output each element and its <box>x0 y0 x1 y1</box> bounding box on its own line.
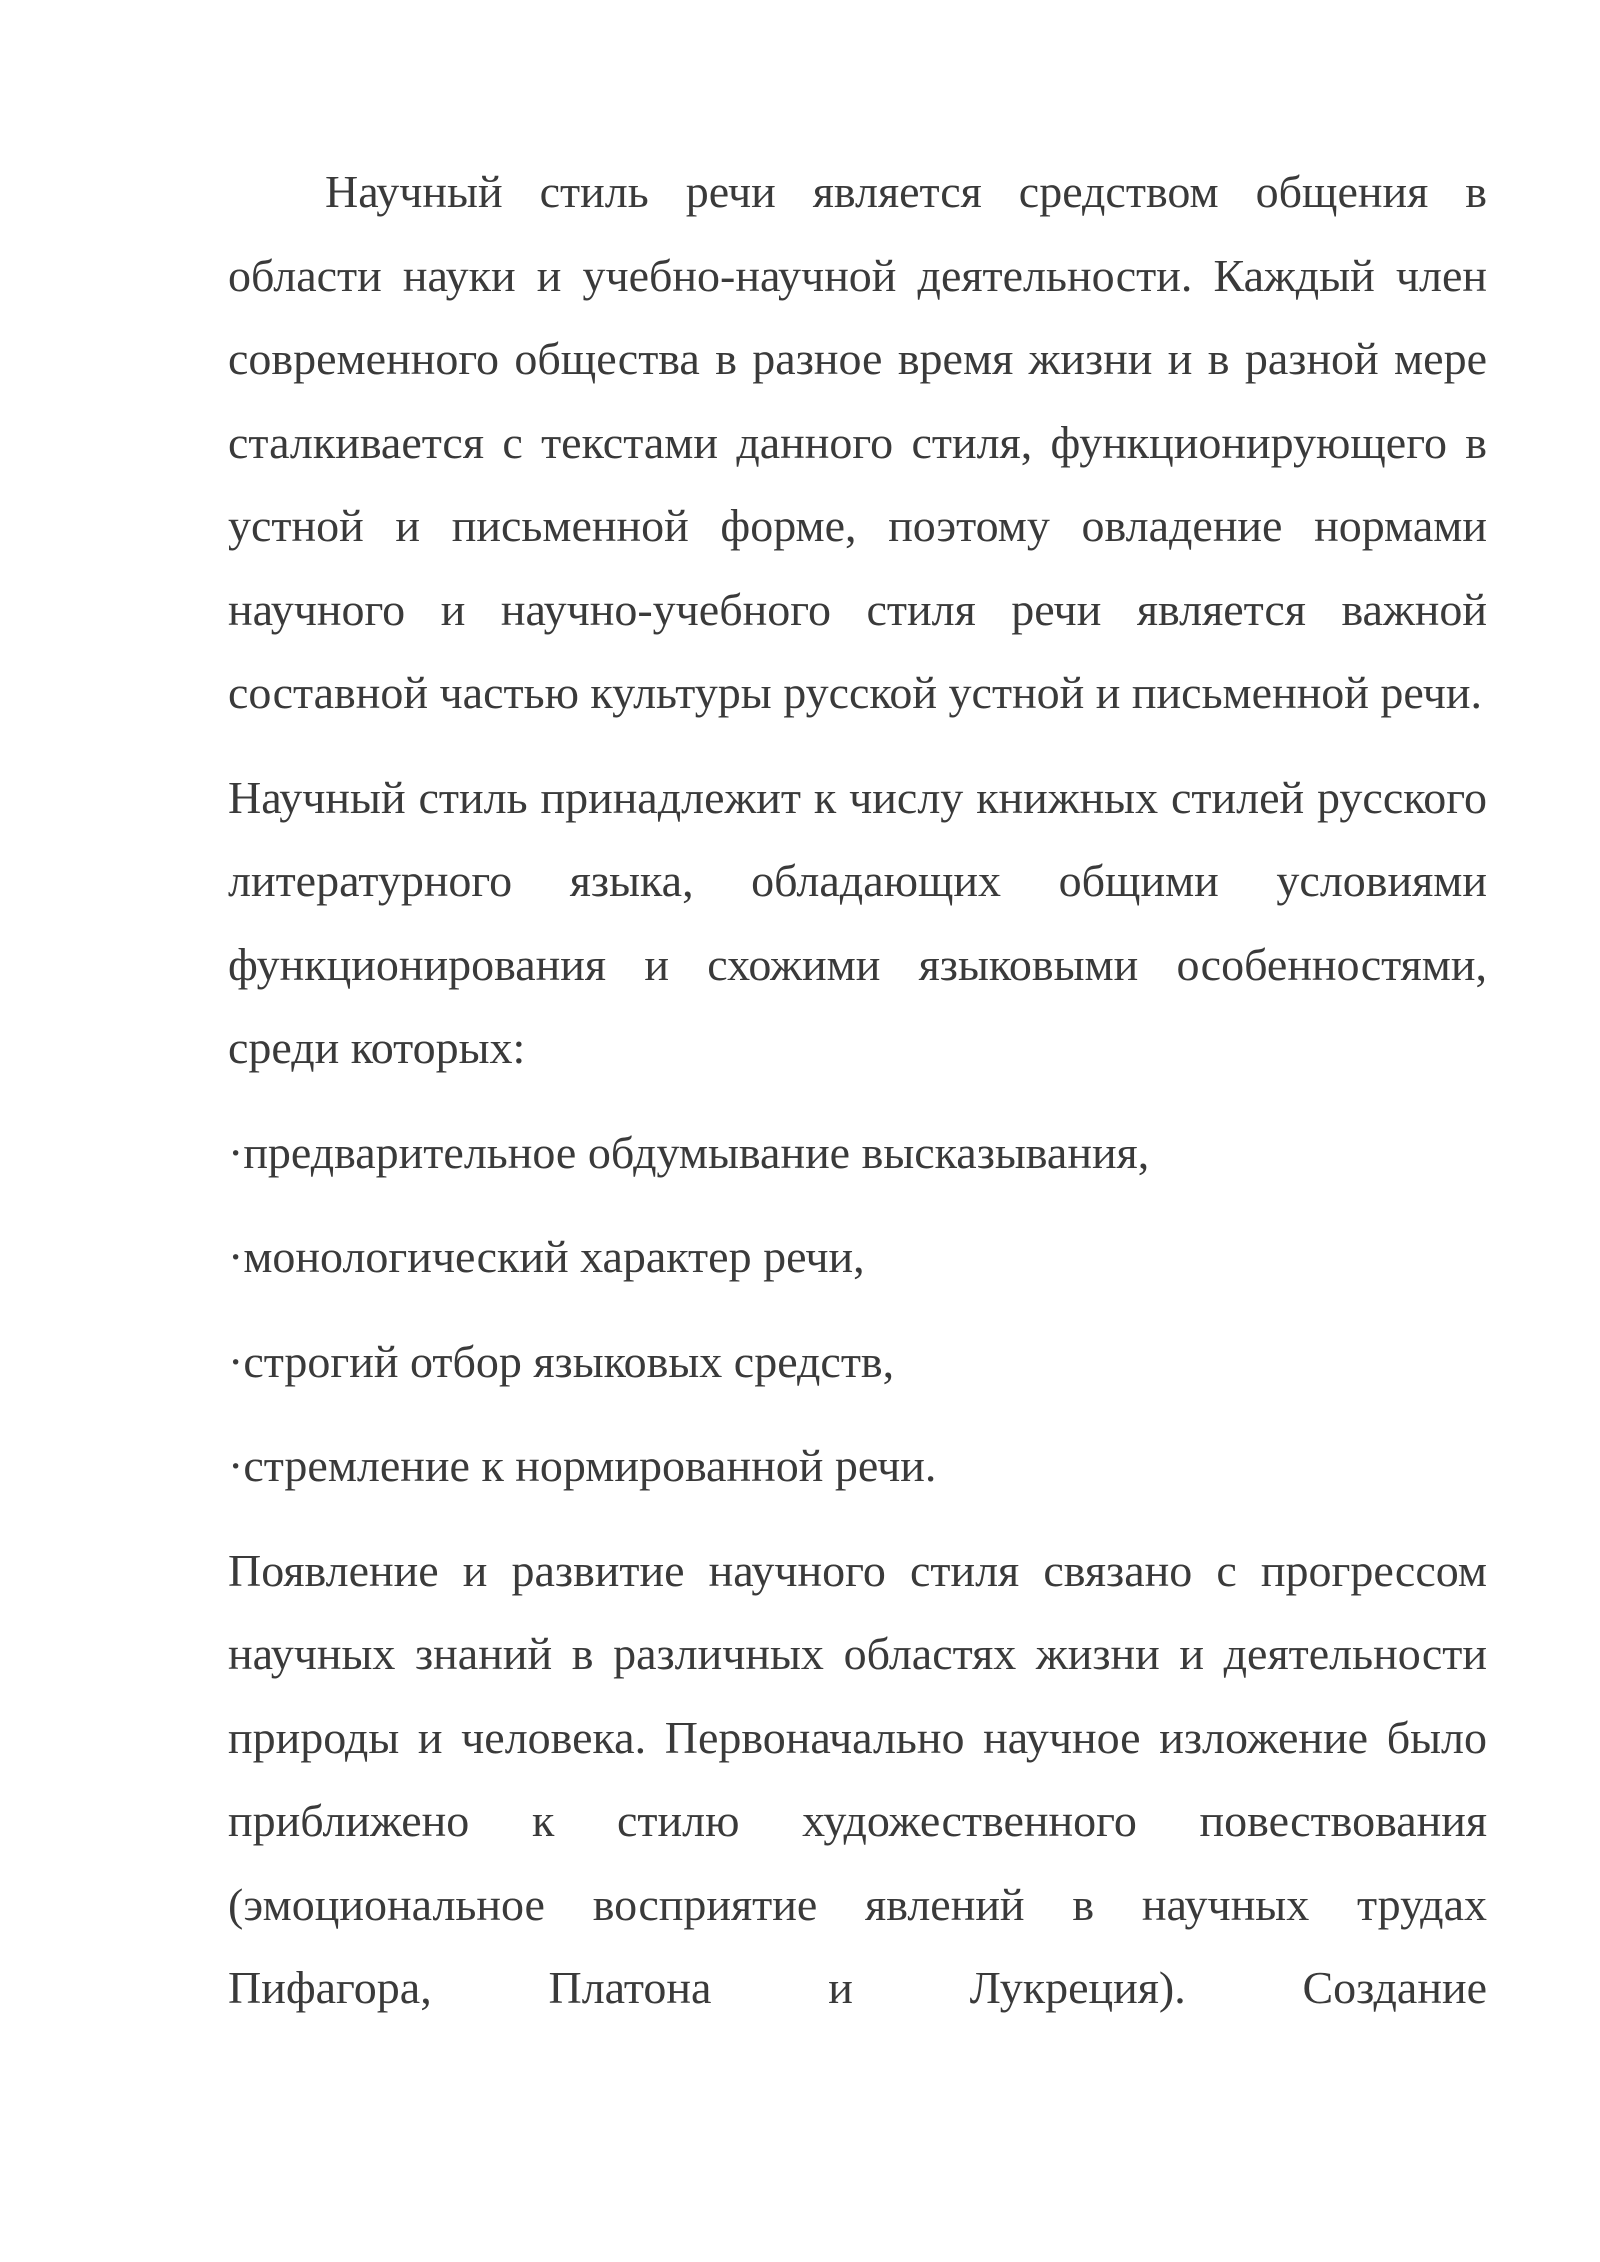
list-item: ·монологический характер речи, <box>228 1231 865 1282</box>
document-body <box>228 150 1487 2051</box>
paragraph-intro: Научный стиль речи является средством общения в области науки и учебно-научной деятельности. Каждый член современного общества в разное время жизни и в разной мере сталкивается с текстами данного стиля, функционирующего в устной и письменной форме, поэтому овладение нормами научного и научно-учебного стиля речи является важной составной частью культуры русской устной и письменной речи. <box>228 166 1487 718</box>
list-item: ·стремление к нормированной речи. <box>228 1440 937 1491</box>
paragraph-history: Появление и развитие научного стиля связано с прогрессом научных знаний в различных областях жизни и деятельности природы и человека. Первоначально научное изложение было приближено к стилю художественного повествования (эмоциональное восприятие явлений в научных трудах Пифагора, Платона и Лукреция). Создание <box>228 1544 1487 2013</box>
list-item: ·строгий отбор языковых средств, <box>228 1335 895 1387</box>
paragraph-book-styles: Научный стиль принадлежит к числу книжных стилей русского литературного языка, обладающих общими условиями функционирования и схожими языковыми особенностями, среди которых: <box>228 771 1487 1073</box>
list-item: ·предварительное обдумывание высказывания, <box>228 1126 1150 1178</box>
